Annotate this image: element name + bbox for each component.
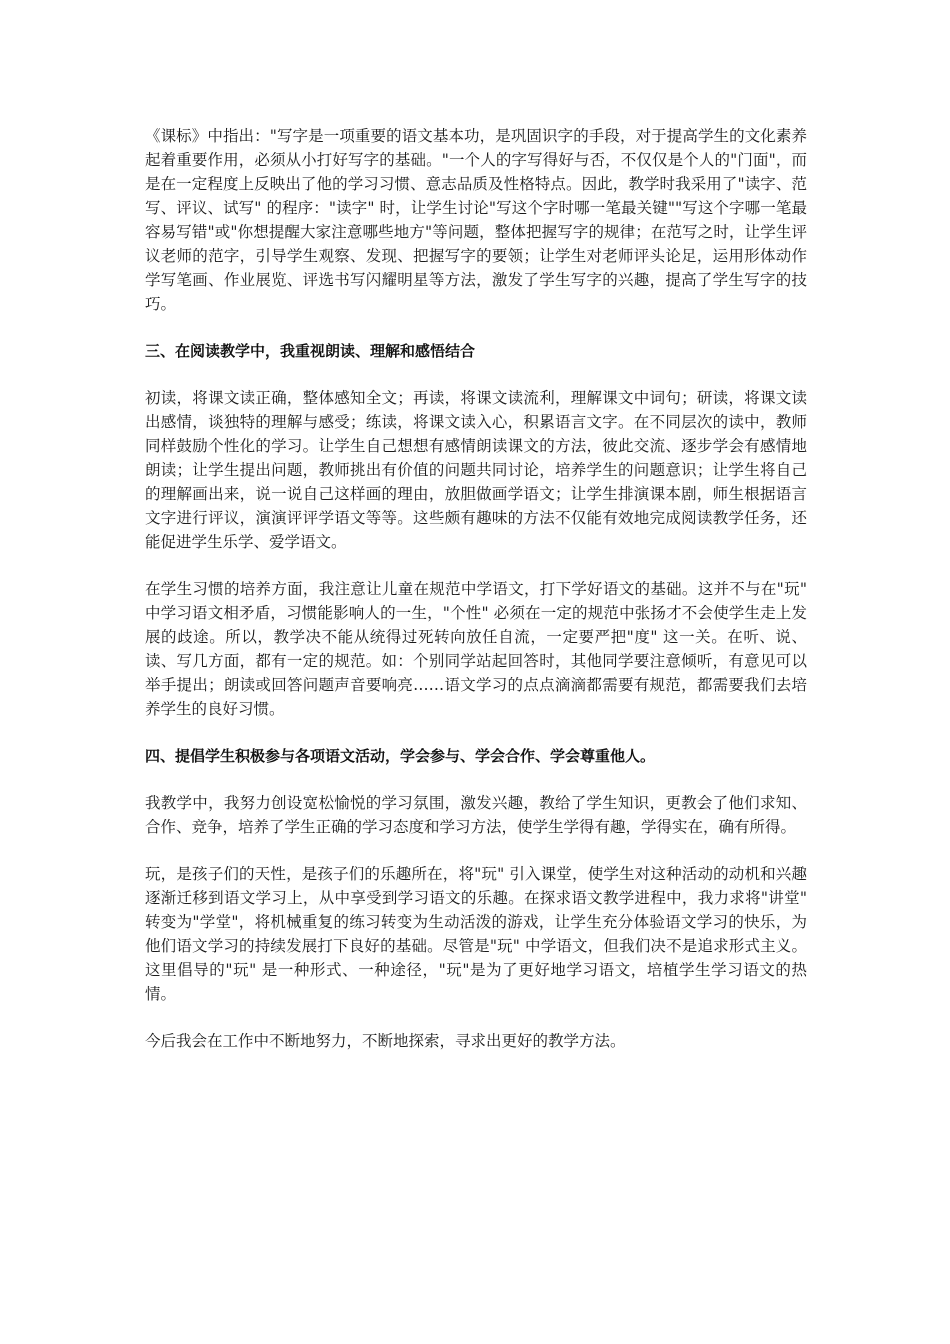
paragraph-atmosphere: 我教学中，我努力创设宽松愉悦的学习氛围，激发兴趣，教给了学生知识，更教会了他们求知、合作、竞争，培养了学生正确的学习态度和学习方法，使学生学得有趣，学得实在，确有所得。 bbox=[145, 794, 807, 836]
section-heading-reading: 三、在阅读教学中，我重视朗读、理解和感悟结合 bbox=[145, 342, 476, 360]
paragraph-reading-levels: 初读，将课文读正确，整体感知全文；再读，将课文读流利，理解课文中词句；研读，将课文读出感情，谈独特的理解与感受；练读，将课文读入心，积累语言文字。在不同层次的读中，教师同样鼓励个性化的学习。让学生自己想想有感情朗读课文的方法，彼此交流、逐步学会有感情地朗读；让学生提出问题，教师挑出有价值的问题共同讨论，培养学生的问题意识；让学生将自己的理解画出来，说一说自己这样画的理由，放胆做画学语文；让学生排演课本剧，师生根据语言文字进行评议，演演评评学语文等等。这些颇有趣味的方法不仅能有效地完成阅读教学任务，还能促进学生乐学、爱学语文。 bbox=[145, 389, 807, 551]
section-heading-activities: 四、提倡学生积极参与各项语文活动，学会参与、学会合作、学会尊重他人。 bbox=[145, 747, 656, 765]
document-body bbox=[145, 124, 807, 1076]
paragraph-writing-instruction: 《课标》中指出："写字是一项重要的语文基本功，是巩固识字的手段，对于提高学生的文化素养起着重要作用，必须从小打好写字的基础。"一个人的字写得好与否，不仅仅是个人的"门面"，而是在一定程度上反映出了他的学习习惯、意志品质及性格特点。因此，教学时我采用了"读字、范写、评议、试写" 的程序："读字" 时，让学生讨论"写这个字时哪一笔最关键""写这个字哪一笔最容易写错"或"你想提醒大家注意哪些地方"等问题，整体把握写字的规律；在范写之时，让学生评议老师的范字，引导学生观察、发现、把握写字的要领；让学生对老师评头论足，运用形体动作学写笔画、作业展览、评选书写闪耀明星等方法，激发了学生写字的兴趣，提高了学生写字的技巧。 bbox=[145, 127, 807, 313]
paragraph-conclusion: 今后我会在工作中不断地努力，不断地探索，寻求出更好的教学方法。 bbox=[145, 1032, 626, 1050]
paragraph-play: 玩，是孩子们的天性，是孩子们的乐趣所在，将"玩" 引入课堂，使学生对这种活动的动机和兴趣逐渐迁移到语文学习上，从中享受到学习语文的乐趣。在探求语文教学进程中，我力求将"讲堂" 转变为"学堂"，将机械重复的练习转变为生动活泼的游戏，让学生充分体验语文学习的快乐，为他们语文学习的持续发展打下良好的基础。尽管是"玩" 中学语文，但我们决不是追求形式主义。这里倡导的"玩" 是一种形式、一种途径，"玩"是为了更好地学习语文，培植学生学习语文的热情。 bbox=[145, 865, 807, 1003]
paragraph-habits: 在学生习惯的培养方面，我注意让儿童在规范中学语文，打下学好语文的基础。这并不与在"玩" 中学习语文相矛盾，习惯能影响人的一生，"个性" 必须在一定的规范中张扬才不会使学生走上发展的歧途。所以，教学决不能从统得过死转向放任自流，一定要严把"度" 这一关。在听、说、读、写几方面，都有一定的规范。如：个别同学站起回答时，其他同学要注意倾听，有意见可以举手提出；朗读或回答问题声音要响亮……语文学习的点点滴滴都需要有规范，都需要我们去培养学生的良好习惯。 bbox=[145, 580, 807, 718]
